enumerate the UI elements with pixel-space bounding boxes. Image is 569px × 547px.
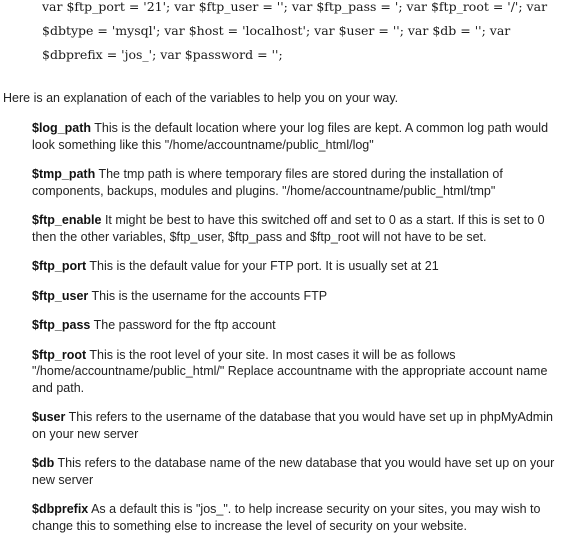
- variable-entry-ftp-user: [32, 288, 566, 305]
- intro-paragraph: Here is an explanation of each of the variables to help you on your way.: [3, 91, 399, 105]
- variable-name: $dbprefix: [32, 502, 89, 516]
- variable-entry-user: [32, 409, 566, 442]
- variable-name: $tmp_path: [32, 167, 96, 181]
- variable-name: $ftp_port: [32, 259, 87, 273]
- variable-name: $ftp_root: [32, 347, 87, 362]
- code-line: var $ftp_port = '21'; var $ftp_user = ''; var $ftp_pass = '; var $ftp_root = '/'; var: [42, 0, 548, 14]
- variable-description: This is the default location where your log files are kept. A common log path would look something like this "/home/accountname/public_html/log": [32, 121, 549, 152]
- variable-entry-ftp-root: [32, 347, 566, 397]
- variable-description: The tmp path is where temporary files are stored during the installation of components, backups, modules and plugins. "/home/accountname/public_html/tmp": [32, 167, 503, 198]
- variable-description: As a default this is "jos_". to help increase security on your sites, you may wish to change this to something else to increase the level of security on your website.: [32, 502, 541, 533]
- variable-description: This is the username for the accounts FTP: [91, 288, 328, 303]
- variable-name: $ftp_enable: [32, 213, 102, 227]
- variable-name: $user: [32, 410, 66, 424]
- variable-list: [32, 120, 566, 547]
- variable-description: This refers to the database name of the new database that you would have set up on your new server: [32, 456, 555, 487]
- variable-entry-ftp-pass: [32, 317, 566, 334]
- variable-description: The password for the ftp account: [93, 318, 276, 332]
- variable-entry-ftp-enable: [32, 212, 566, 245]
- variable-entry-db: [32, 455, 566, 488]
- variable-description: This is the default value for your FTP port. It is usually set at 21: [89, 259, 439, 273]
- code-line: $dbprefix = 'jos_'; var $password = '';: [42, 47, 283, 62]
- variable-entry-log-path: [32, 120, 566, 153]
- variable-description: This is the root level of your site. In most cases it will be as follows "/home/accountname/public_html/" Replace accountname with the appropriate account name and path.: [32, 347, 548, 395]
- variable-name: $ftp_pass: [32, 318, 91, 332]
- code-line: $dbtype = 'mysql'; var $host = 'localhost'; var $user = ''; var $db = ''; var: [42, 23, 511, 38]
- variable-name: $log_path: [32, 121, 92, 135]
- variable-name: $db: [32, 456, 55, 470]
- variable-name: $ftp_user: [32, 288, 89, 303]
- variable-entry-ftp-port: [32, 258, 566, 275]
- variable-entry-tmp-path: [32, 166, 566, 199]
- variable-entry-dbprefix: [32, 501, 566, 534]
- variable-description: It might be best to have this switched off and set to 0 as a start. If this is set to 0 then the other variables, $ftp_user, $ftp_pass and $ftp_root will not have to be set.: [32, 213, 545, 244]
- variable-description: This refers to the username of the database that you would have set up in phpMyAdmin on your new server: [32, 410, 553, 441]
- code-block: [42, 0, 566, 71]
